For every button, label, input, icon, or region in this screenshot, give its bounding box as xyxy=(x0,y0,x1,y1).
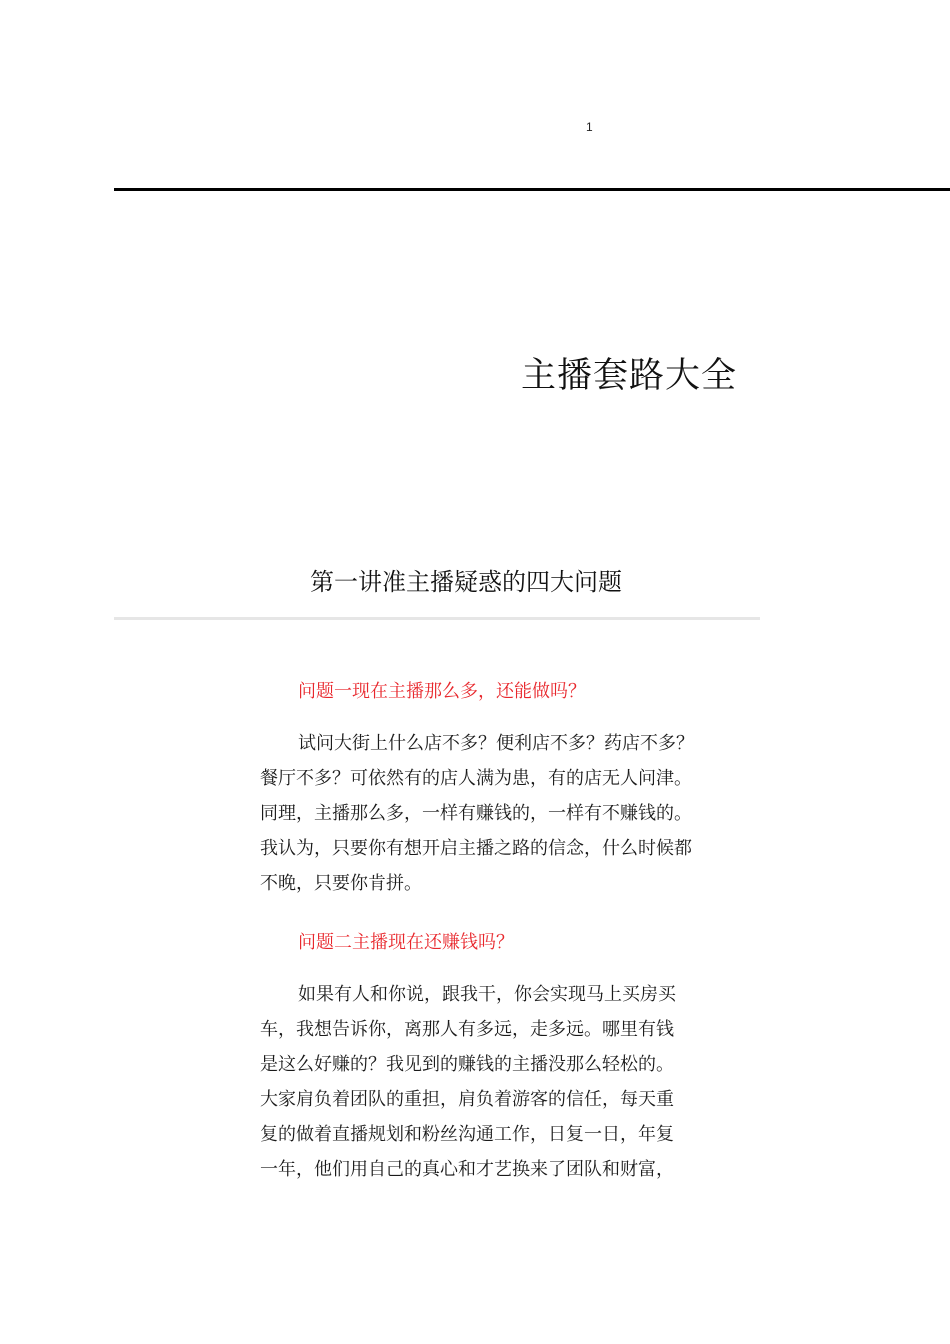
document-title: 主播套路大全 xyxy=(521,356,738,396)
paragraph-line: 试问大街上什么店不多？便利店不多？药店不多？ xyxy=(298,733,694,754)
question-heading-2: 问题二主播现在还赚钱吗？ xyxy=(298,932,514,953)
chapter-divider xyxy=(114,617,760,620)
header-divider xyxy=(114,188,950,191)
paragraph-line: 是这么好赚的？我见到的赚钱的主播没那么轻松的。 xyxy=(260,1054,674,1075)
paragraph-line: 大家肩负着团队的重担，肩负着游客的信任，每天重 xyxy=(260,1089,674,1110)
paragraph-line: 车，我想告诉你，离那人有多远，走多远。哪里有钱 xyxy=(260,1019,674,1040)
page-number: 1 xyxy=(586,120,593,134)
paragraph-line: 复的做着直播规划和粉丝沟通工作，日复一日，年复 xyxy=(260,1124,674,1145)
question-heading-1: 问题一现在主播那么多，还能做吗？ xyxy=(298,681,586,702)
paragraph-2 xyxy=(260,977,722,1187)
chapter-title: 第一讲准主播疑惑的四大问题 xyxy=(310,568,622,596)
paragraph-1 xyxy=(260,726,722,901)
paragraph-line: 餐厅不多？可依然有的店人满为患，有的店无人问津。 xyxy=(260,768,692,789)
paragraph-line: 如果有人和你说，跟我干，你会实现马上买房买 xyxy=(298,984,676,1005)
paragraph-line: 一年，他们用自己的真心和才艺换来了团队和财富， xyxy=(260,1159,674,1180)
paragraph-line: 不晚，只要你肯拼。 xyxy=(260,873,422,894)
paragraph-line: 我认为，只要你有想开启主播之路的信念，什么时候都 xyxy=(260,838,692,859)
paragraph-line: 同理，主播那么多，一样有赚钱的，一样有不赚钱的。 xyxy=(260,803,692,824)
